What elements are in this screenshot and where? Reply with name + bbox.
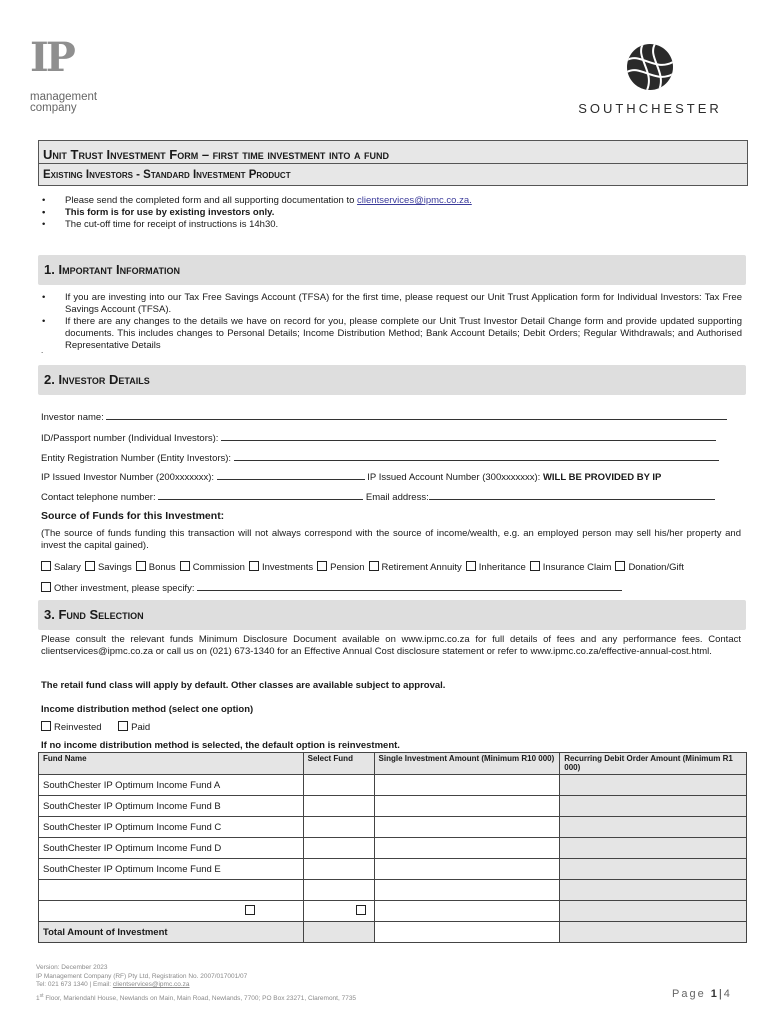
table-checkbox[interactable] <box>356 905 366 915</box>
income-distribution-options <box>41 721 150 733</box>
important-info-tfsa: • If you are investing into our Tax Free Savings Account (TFSA) for the first time, please request our Unit Trust Application form for Individual Investors: Tax Free Savings Account (TFSA). <box>38 292 742 316</box>
email-field[interactable] <box>429 490 715 500</box>
table-row <box>39 859 747 880</box>
id-passport-row <box>41 431 735 444</box>
footer-company: IP Management Company (RF) Pty Ltd, Registration No. 2007/017001/07 <box>36 972 248 980</box>
page-current: 1 <box>710 988 719 1000</box>
footer-contact <box>36 981 356 990</box>
ip-logo-line1: management <box>30 91 98 103</box>
fund-selection-table <box>38 752 747 943</box>
provided-by-ip-note: WILL BE PROVIDED BY IP <box>542 472 662 483</box>
table-checkbox[interactable] <box>245 905 255 915</box>
paid-label: Paid <box>131 722 151 733</box>
single-investment-header: Single Investment Amount (Minimum R10 000) <box>374 753 560 775</box>
section-2-header <box>38 365 746 395</box>
empty-cell <box>560 880 747 901</box>
section-3-heading: 3. Fund Selection <box>44 607 144 622</box>
recurring-debit-cell[interactable] <box>560 838 747 859</box>
source-option <box>180 562 245 573</box>
other-investment-field[interactable] <box>197 581 622 591</box>
retail-class-note: The retail fund class will apply by default. Other classes are available subject to approval. <box>41 680 446 691</box>
page-total: 4 <box>723 988 732 1000</box>
telephone-field[interactable] <box>158 490 363 500</box>
footer-email-link[interactable]: clientservices@ipmc.co.za <box>112 981 190 988</box>
investor-name-field[interactable] <box>106 410 727 420</box>
total-recurring-cell <box>560 922 747 943</box>
investor-name-row <box>41 410 735 423</box>
select-fund-cell[interactable] <box>303 817 374 838</box>
single-investment-cell[interactable] <box>374 775 560 796</box>
source-options-row <box>41 561 688 573</box>
select-fund-header: Select Fund <box>303 753 374 775</box>
form-subtitle: Existing Investors - Standard Investment Product <box>43 169 291 181</box>
footer-address-text: Floor, Mariendahl House, Newlands on Main, Main Road, Newlands, 7700; PO Box 23271, Claremont, 7735 <box>43 994 357 1002</box>
source-option-label: Insurance Claim <box>542 562 612 573</box>
source-option-label: Retirement Annuity <box>381 562 462 573</box>
footer-address <box>36 992 356 1004</box>
southchester-wordmark: SOUTHCHESTER <box>578 101 722 116</box>
email-label: Email address: <box>365 492 429 503</box>
source-option-label: Commission <box>192 562 245 573</box>
contact-row <box>41 490 735 503</box>
recurring-debit-cell[interactable] <box>560 859 747 880</box>
empty-cell <box>560 901 747 922</box>
section-3-header <box>38 600 746 630</box>
checkbox-cell <box>303 901 374 922</box>
ip-logo-letters: IP <box>30 34 73 81</box>
southchester-logo <box>560 42 740 116</box>
entity-reg-field[interactable] <box>234 451 719 461</box>
fund-name-cell: SouthChester IP Optimum Income Fund E <box>39 859 304 880</box>
title-divider <box>39 163 747 164</box>
fund-name-cell: SouthChester IP Optimum Income Fund D <box>39 838 304 859</box>
source-option-checkbox[interactable] <box>317 561 327 571</box>
source-option <box>530 562 612 573</box>
total-label-cell: Total Amount of Investment <box>39 922 304 943</box>
source-option-checkbox[interactable] <box>466 561 476 571</box>
source-option-checkbox[interactable] <box>136 561 146 571</box>
ip-investor-number-field[interactable] <box>217 470 365 480</box>
ip-logo-line2: company <box>30 102 77 114</box>
ip-account-number-label: IP Issued Account Number (300xxxxxxx): <box>367 472 541 483</box>
intro-list <box>38 195 738 231</box>
section-1-header <box>38 255 746 285</box>
investor-name-label: Investor name: <box>41 412 104 423</box>
intro-item-send <box>38 195 738 207</box>
source-option <box>136 562 176 573</box>
ip-logo-subtitle <box>30 92 120 114</box>
fund-name-cell: SouthChester IP Optimum Income Fund C <box>39 817 304 838</box>
clientservices-email-link[interactable]: clientservices@ipmc.co.za. <box>357 195 472 206</box>
fund-name-header: Fund Name <box>39 753 304 775</box>
source-option-checkbox[interactable] <box>41 561 51 571</box>
source-option-label: Pension <box>330 562 365 573</box>
id-passport-field[interactable] <box>221 431 716 441</box>
source-option <box>466 562 526 573</box>
source-option <box>615 562 683 573</box>
recurring-debit-cell[interactable] <box>560 775 747 796</box>
source-option-label: Donation/Gift <box>628 562 684 573</box>
section-1-heading: 1. Important Information <box>44 262 180 277</box>
total-single-amount-cell[interactable] <box>374 922 560 943</box>
empty-cell <box>39 880 304 901</box>
form-title: Unit Trust Investment Form – first time investment into a fund <box>43 147 390 162</box>
footer <box>36 964 356 1003</box>
source-of-funds-note: (The source of funds funding this transaction will not always correspond with the source of income/wealth, e.g. an employed person may sell his/her property and invest the capital gained). <box>41 528 741 551</box>
intro-item-cutoff: • The cut-off time for receipt of instructions is 14h30. <box>38 219 738 231</box>
section-2-heading: 2. Investor Details <box>44 372 150 387</box>
default-reinvestment-note: If no income distribution method is selected, the default option is reinvestment. <box>41 740 400 751</box>
source-option-label: Investments <box>261 562 314 573</box>
id-passport-label: ID/Passport number (Individual Investors): <box>41 433 219 444</box>
single-investment-cell[interactable] <box>374 838 560 859</box>
select-fund-cell[interactable] <box>303 838 374 859</box>
source-option-label: Savings <box>97 562 132 573</box>
reinvested-label: Reinvested <box>54 722 102 733</box>
select-fund-cell[interactable] <box>303 859 374 880</box>
source-option-checkbox[interactable] <box>249 561 259 571</box>
footer-version: Version: December 2023 <box>36 964 108 971</box>
source-of-funds-heading: Source of Funds for this Investment: <box>41 510 225 522</box>
source-option <box>85 562 132 573</box>
empty-cell <box>374 901 560 922</box>
ip-numbers-row <box>41 470 735 483</box>
source-option-label: Inheritance <box>478 562 526 573</box>
recurring-debit-cell[interactable] <box>560 796 747 817</box>
recurring-debit-header: Recurring Debit Order Amount (Minimum R1 000) <box>560 753 747 775</box>
empty-cell <box>374 880 560 901</box>
fund-name-cell: SouthChester IP Optimum Income Fund A <box>39 775 304 796</box>
select-fund-cell[interactable] <box>303 775 374 796</box>
stray-dot: . <box>41 346 44 355</box>
form-title-box <box>38 140 748 186</box>
table-row <box>39 796 747 817</box>
empty-cell <box>303 880 374 901</box>
table-row <box>39 901 747 922</box>
source-option <box>369 562 462 573</box>
select-fund-cell[interactable] <box>303 796 374 817</box>
important-info-list <box>38 292 742 352</box>
consult-text: Please consult the relevant funds Minimum Disclosure Document available on www.ipmc.co.za for full details of fees and any performance fees. Contact clientservices@ipmc.co.za or call us on (021) 673-1340 for an Effective Annual Cost disclosure statement or refer to www.ipmc.co.za/effective-annual-cost.html. <box>41 634 741 657</box>
table-header-row <box>39 753 747 775</box>
reinvested-checkbox[interactable] <box>41 721 51 731</box>
source-option-label: Bonus <box>148 562 176 573</box>
source-option-checkbox[interactable] <box>615 561 625 571</box>
checkbox-cell <box>39 901 304 922</box>
source-option-label: Salary <box>54 562 81 573</box>
table-row <box>39 775 747 796</box>
single-investment-cell[interactable] <box>374 817 560 838</box>
other-investment-label: Other investment, please specify: <box>54 583 195 594</box>
total-row <box>39 922 747 943</box>
footer-tel: Tel: 021 673 1340 | Email: <box>36 981 113 988</box>
intro-item-existing: • This form is for use by existing investors only. <box>38 207 738 219</box>
ip-management-logo <box>30 34 120 114</box>
table-row <box>39 817 747 838</box>
important-info-changes: • If there are any changes to the details we have on record for you, please complete our Unit Trust Investor Detail Change form and provide updated supporting documents. This includes changes to Personal Details; Income Distribution Method; Bank Account Details; Debit Orders; Regular Withdrawals; and Authorised Representative Details <box>38 316 742 352</box>
source-option <box>317 562 364 573</box>
total-select-cell <box>303 922 374 943</box>
single-investment-cell[interactable] <box>374 859 560 880</box>
southchester-emblem-icon <box>625 42 675 92</box>
table-row <box>39 880 747 901</box>
paid-checkbox[interactable] <box>118 721 128 731</box>
source-option-checkbox[interactable] <box>369 561 379 571</box>
recurring-debit-cell[interactable] <box>560 817 747 838</box>
fund-name-cell: SouthChester IP Optimum Income Fund B <box>39 796 304 817</box>
page-label: Page <box>672 988 706 1000</box>
source-option-checkbox[interactable] <box>85 561 95 571</box>
table-row <box>39 838 747 859</box>
intro-send-text: Please send the completed form and all supporting documentation to <box>65 195 358 206</box>
entity-reg-row <box>41 451 735 464</box>
footer-address-sup: st <box>39 992 44 999</box>
income-distribution-heading: Income distribution method (select one option) <box>41 704 254 715</box>
source-option <box>41 562 81 573</box>
other-investment-checkbox[interactable] <box>41 582 51 592</box>
footer-address-floor: 1 <box>36 994 40 1002</box>
ip-investor-number-label: IP Issued Investor Number (200xxxxxxx): <box>41 472 214 483</box>
telephone-label: Contact telephone number: <box>41 492 156 503</box>
single-investment-cell[interactable] <box>374 796 560 817</box>
source-option-checkbox[interactable] <box>530 561 540 571</box>
entity-reg-label: Entity Registration Number (Entity Investors): <box>41 453 232 464</box>
page-number: Page 1|4 <box>672 988 732 1000</box>
source-option-checkbox[interactable] <box>180 561 190 571</box>
other-investment-row <box>41 581 735 594</box>
source-option <box>249 562 313 573</box>
